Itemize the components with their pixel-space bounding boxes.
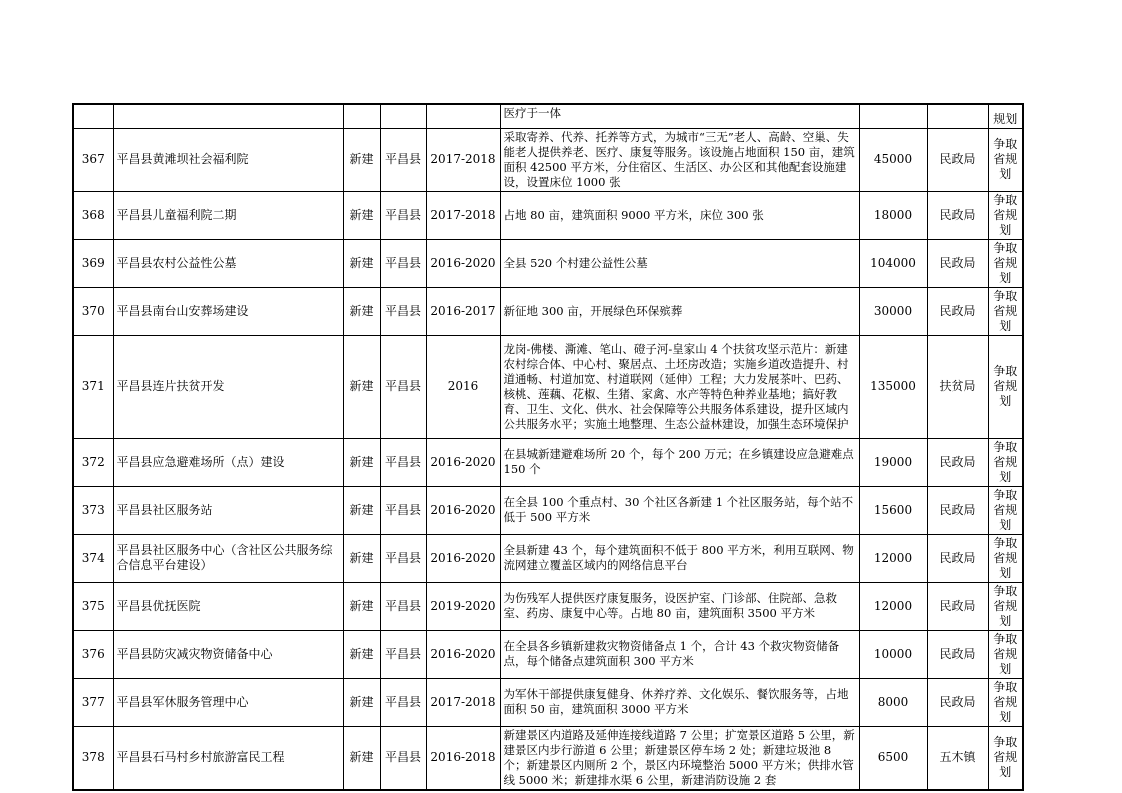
cell-note: 争取省规划: [988, 287, 1023, 335]
cell-unit: 扶贫局: [927, 335, 988, 438]
table-row: [73, 630, 1023, 678]
cell-name: 平昌县儿童福利院二期: [113, 191, 343, 239]
cell-content: 采取寄养、代养、托养等方式，为城市“三无”老人、高龄、空巢、失能老人提供养老、医疗、康复等服务。该设施占地面积 150 亩，建筑面积 42500 平方米，分住宿区、生活区、办公区和其他配套设施建设，设置床位 1000 张: [500, 128, 859, 191]
table-row: [73, 239, 1023, 287]
cell-number: 377: [73, 678, 113, 726]
cell-type: 新建: [343, 191, 380, 239]
table-row: [73, 582, 1023, 630]
cell-area: 平昌县: [380, 486, 426, 534]
cell-type: 新建: [343, 534, 380, 582]
cell-area: 平昌县: [380, 128, 426, 191]
cell-type: [343, 104, 380, 128]
cell-years: 2016-2020: [426, 630, 500, 678]
cell-content: 在全县各乡镇新建救灾物资储备点 1 个，合计 43 个救灾物资储备点，每个储备点建筑面积 300 平方米: [500, 630, 859, 678]
cell-note: 规划: [988, 104, 1023, 128]
cell-unit: 民政局: [927, 438, 988, 486]
cell-years: 2016-2020: [426, 486, 500, 534]
cell-investment: 10000: [859, 630, 927, 678]
cell-investment: [859, 104, 927, 128]
cell-area: 平昌县: [380, 678, 426, 726]
cell-note: 争取省规划: [988, 486, 1023, 534]
cell-unit: 民政局: [927, 582, 988, 630]
cell-unit: 民政局: [927, 287, 988, 335]
cell-note: 争取省规划: [988, 678, 1023, 726]
table-body: [73, 104, 1023, 790]
cell-number: 373: [73, 486, 113, 534]
cell-unit: 民政局: [927, 630, 988, 678]
cell-years: 2016: [426, 335, 500, 438]
cell-content: 占地 80 亩，建筑面积 9000 平方米，床位 300 张: [500, 191, 859, 239]
cell-investment: 6500: [859, 726, 927, 790]
cell-years: 2016-2017: [426, 287, 500, 335]
cell-content: 医疗于一体: [500, 104, 859, 128]
table-row: [73, 191, 1023, 239]
cell-content: 龙岗-佛楼、澌滩、笔山、磴子河-皇家山 4 个扶贫攻坚示范片：新建农村综合体、中心村、聚居点、土坯房改造；实施乡道改造提升、村道通畅、村道加宽、村道联网（延伸）工程；大力发展茶叶、巴药、核桃、莲藕、花椒、生猪、家禽、水产等特色种养业基地；搞好教育、卫生、文化、供水、社会保障等公共服务体系建设，提升区域内公共服务水平；实施土地整理、生态公益林建设，加强生态环境保护: [500, 335, 859, 438]
table-row: [73, 726, 1023, 790]
table-row-continued: [73, 104, 1023, 128]
cell-type: 新建: [343, 335, 380, 438]
cell-note: 争取省规划: [988, 128, 1023, 191]
cell-content: 为伤残军人提供医疗康复服务，设医护室、门诊部、住院部、急救室、药房、康复中心等。占地 80 亩，建筑面积 3500 平方米: [500, 582, 859, 630]
cell-investment: 12000: [859, 534, 927, 582]
cell-area: 平昌县: [380, 438, 426, 486]
cell-investment: 19000: [859, 438, 927, 486]
cell-area: 平昌县: [380, 582, 426, 630]
table-row: [73, 287, 1023, 335]
cell-number: 368: [73, 191, 113, 239]
cell-note: 争取省规划: [988, 630, 1023, 678]
project-table: [72, 103, 1024, 791]
cell-area: [380, 104, 426, 128]
cell-name: 平昌县社区服务站: [113, 486, 343, 534]
cell-note: 争取省规划: [988, 239, 1023, 287]
cell-unit: 民政局: [927, 678, 988, 726]
cell-name: 平昌县军休服务管理中心: [113, 678, 343, 726]
cell-area: 平昌县: [380, 239, 426, 287]
cell-content: 在全县 100 个重点村、30 个社区各新建 1 个社区服务站，每个站不低于 500 平方米: [500, 486, 859, 534]
cell-note: 争取省规划: [988, 582, 1023, 630]
cell-investment: 18000: [859, 191, 927, 239]
cell-number: 378: [73, 726, 113, 790]
cell-name: 平昌县农村公益性公墓: [113, 239, 343, 287]
cell-investment: 12000: [859, 582, 927, 630]
cell-number: 367: [73, 128, 113, 191]
cell-content: 新建景区内道路及延伸连接线道路 7 公里；扩宽景区道路 5 公里，新建景区内步行游道 6 公里；新建景区停车场 2 处；新建垃圾池 8 个；新建景区内厕所 2 个，景区内环境整治 5000 平方米；供排水管线 5000 米；新建排水渠 6 公里，新建消防设施 2 套: [500, 726, 859, 790]
cell-name: 平昌县社区服务中心（含社区公共服务综合信息平台建设）: [113, 534, 343, 582]
cell-number: [73, 104, 113, 128]
cell-note: 争取省规划: [988, 191, 1023, 239]
cell-name: 平昌县黄滩坝社会福利院: [113, 128, 343, 191]
cell-area: 平昌县: [380, 534, 426, 582]
cell-type: 新建: [343, 287, 380, 335]
cell-years: [426, 104, 500, 128]
cell-unit: [927, 104, 988, 128]
cell-content: 为军休干部提供康复健身、休养疗养、文化娱乐、餐饮服务等，占地面积 50 亩，建筑面积 3000 平方米: [500, 678, 859, 726]
cell-investment: 30000: [859, 287, 927, 335]
cell-name: 平昌县应急避难场所（点）建设: [113, 438, 343, 486]
cell-name: [113, 104, 343, 128]
cell-type: 新建: [343, 239, 380, 287]
cell-number: 374: [73, 534, 113, 582]
cell-number: 369: [73, 239, 113, 287]
cell-type: 新建: [343, 582, 380, 630]
cell-unit: 民政局: [927, 128, 988, 191]
cell-note: 争取省规划: [988, 534, 1023, 582]
cell-area: 平昌县: [380, 726, 426, 790]
cell-years: 2016-2020: [426, 239, 500, 287]
cell-area: 平昌县: [380, 335, 426, 438]
table-row: [73, 486, 1023, 534]
cell-number: 375: [73, 582, 113, 630]
cell-type: 新建: [343, 128, 380, 191]
cell-number: 371: [73, 335, 113, 438]
table-row: [73, 438, 1023, 486]
table-row: [73, 678, 1023, 726]
cell-investment: 45000: [859, 128, 927, 191]
cell-content: 新征地 300 亩，开展绿色环保殡葬: [500, 287, 859, 335]
cell-investment: 15600: [859, 486, 927, 534]
cell-number: 370: [73, 287, 113, 335]
cell-number: 372: [73, 438, 113, 486]
cell-name: 平昌县石马村乡村旅游富民工程: [113, 726, 343, 790]
cell-area: 平昌县: [380, 191, 426, 239]
cell-name: 平昌县南台山安葬场建设: [113, 287, 343, 335]
cell-name: 平昌县防灾减灾物资储备中心: [113, 630, 343, 678]
cell-unit: 民政局: [927, 486, 988, 534]
cell-investment: 104000: [859, 239, 927, 287]
cell-years: 2016-2018: [426, 726, 500, 790]
cell-type: 新建: [343, 678, 380, 726]
cell-content: 在县城新建避难场所 20 个，每个 200 万元；在乡镇建设应急避难点 150 个: [500, 438, 859, 486]
cell-number: 376: [73, 630, 113, 678]
cell-area: 平昌县: [380, 287, 426, 335]
cell-note: 争取省规划: [988, 726, 1023, 790]
cell-type: 新建: [343, 486, 380, 534]
cell-note: 争取省规划: [988, 335, 1023, 438]
cell-years: 2016-2020: [426, 534, 500, 582]
table-row: [73, 335, 1023, 438]
cell-content: 全县新建 43 个，每个建筑面积不低于 800 平方米，利用互联网、物流网建立覆盖区域内的网络信息平台: [500, 534, 859, 582]
cell-name: 平昌县连片扶贫开发: [113, 335, 343, 438]
cell-area: 平昌县: [380, 630, 426, 678]
table-row: [73, 128, 1023, 191]
cell-years: 2019-2020: [426, 582, 500, 630]
cell-unit: 民政局: [927, 239, 988, 287]
cell-years: 2016-2020: [426, 438, 500, 486]
cell-investment: 135000: [859, 335, 927, 438]
cell-investment: 8000: [859, 678, 927, 726]
cell-type: 新建: [343, 438, 380, 486]
cell-years: 2017-2018: [426, 678, 500, 726]
cell-name: 平昌县优抚医院: [113, 582, 343, 630]
cell-unit: 民政局: [927, 191, 988, 239]
cell-note: 争取省规划: [988, 438, 1023, 486]
cell-unit: 五木镇: [927, 726, 988, 790]
cell-years: 2017-2018: [426, 128, 500, 191]
cell-type: 新建: [343, 630, 380, 678]
table-row: [73, 534, 1023, 582]
cell-type: 新建: [343, 726, 380, 790]
cell-years: 2017-2018: [426, 191, 500, 239]
cell-unit: 民政局: [927, 534, 988, 582]
cell-content: 全县 520 个村建公益性公墓: [500, 239, 859, 287]
